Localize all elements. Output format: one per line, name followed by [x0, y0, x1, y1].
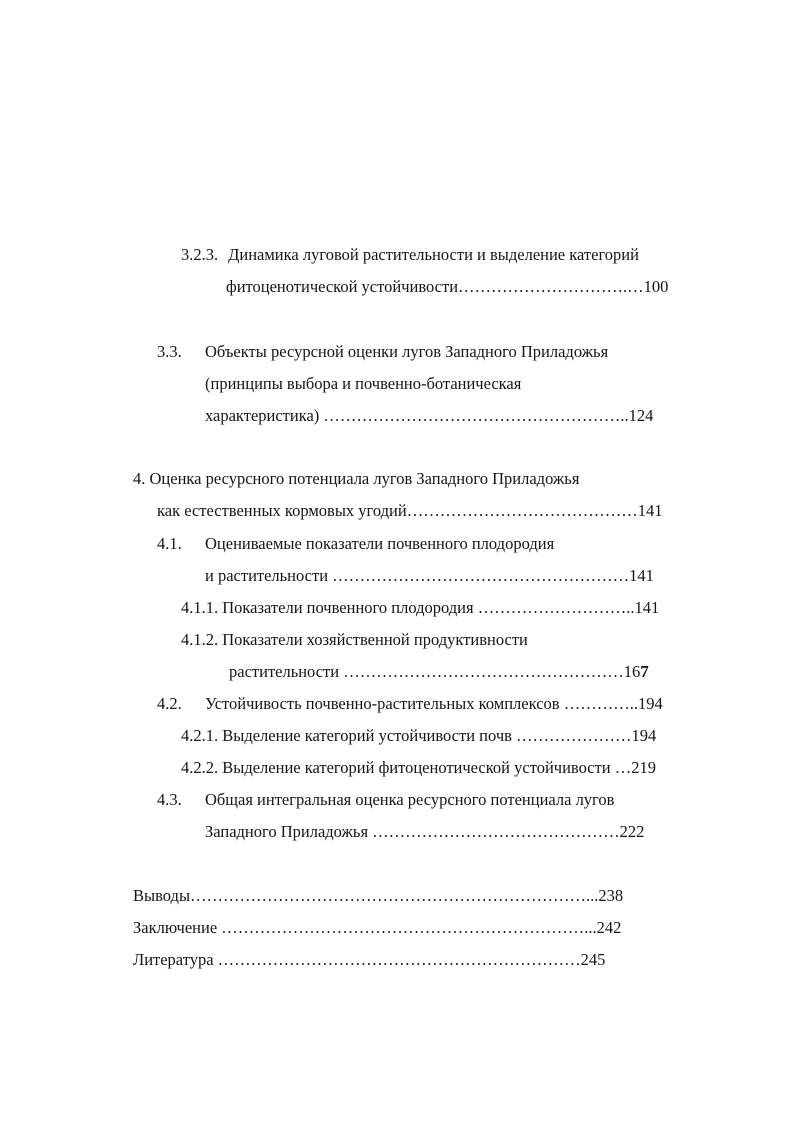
toc-leader-dots: …………………………………………………………...: [221, 918, 597, 937]
toc-title: Литература: [133, 950, 214, 969]
toc-leader-dots: …: [614, 758, 632, 777]
toc-number: 4.2.2.: [181, 758, 219, 777]
toc-entry-4-1-2-line2: [229, 661, 649, 683]
toc-leader-dots: ……………………………………: [406, 501, 638, 520]
toc-number: 3.2.3.: [181, 245, 219, 264]
toc-page-number: 124: [628, 406, 654, 425]
toc-entry-4-line2: [157, 500, 662, 522]
toc-page-number: 219: [631, 758, 656, 777]
toc-number: 4.2.1.: [181, 726, 219, 745]
toc-entry-4-line1: [133, 468, 579, 490]
toc-page-number: 141: [637, 501, 663, 520]
toc-entry-3-3-line1: [157, 341, 608, 363]
toc-title: 4. Оценка ресурсного потенциала лугов Западного Приладожья: [133, 469, 580, 488]
toc-leader-dots: ………………………………………: [372, 822, 620, 841]
toc-page-number: 100: [643, 277, 669, 296]
toc-page-number: 141: [634, 598, 660, 617]
toc-entry-4-1-line1: [157, 533, 554, 555]
toc-title: характеристика): [205, 406, 320, 425]
toc-number: 4.3.: [157, 790, 182, 809]
toc-title: Выделение категорий фитоценотической устойчивости: [222, 758, 611, 777]
toc-title: Показатели хозяйственной продуктивности: [222, 630, 528, 649]
toc-title: Заключение: [133, 918, 218, 937]
toc-title: Западного Приладожья: [205, 822, 369, 841]
toc-entry-4-2: [157, 693, 663, 715]
toc-number: 4.1.1.: [181, 598, 219, 617]
toc-page-number-suffix: 7: [640, 662, 649, 681]
toc-page-number: 16: [623, 662, 641, 681]
toc-entry-conclusions: [133, 885, 623, 907]
toc-page-number: 194: [631, 726, 657, 745]
toc-title: Объекты ресурсной оценки лугов Западного Приладожья: [205, 342, 609, 361]
toc-entry-literature: [133, 949, 605, 971]
toc-leader-dots: ………………………………………………: [332, 566, 630, 585]
toc-title: Выводы: [133, 886, 191, 905]
toc-number: 4.1.2.: [181, 630, 219, 649]
toc-title: как естественных кормовых угодий: [157, 501, 407, 520]
toc-title: и растительности: [205, 566, 329, 585]
toc-title: Показатели почвенного плодородия: [222, 598, 474, 617]
toc-leader-dots: ………………………..: [477, 598, 635, 617]
toc-entry-4-2-2: [181, 757, 656, 779]
toc-entry-3-2-3-line1: [181, 244, 639, 266]
toc-leader-dots: …………..: [563, 694, 638, 713]
toc-title: (принципы выбора и почвенно-ботаническая: [205, 374, 522, 393]
toc-page-number: 194: [637, 694, 663, 713]
toc-entry-4-2-1: [181, 725, 656, 747]
toc-entry-4-1-2-line1: [181, 629, 528, 651]
toc-number: 4.2.: [157, 694, 182, 713]
toc-title: Устойчивость почвенно-растительных комплексов: [205, 694, 560, 713]
toc-title: Оцениваемые показатели почвенного плодородия: [205, 534, 555, 553]
toc-title: Выделение категорий устойчивости почв: [222, 726, 512, 745]
toc-page-number: 238: [598, 886, 624, 905]
toc-entry-3-3-line2: [205, 373, 521, 395]
toc-page-number: 141: [629, 566, 654, 585]
toc-entry-3-2-3-line2: [226, 276, 668, 298]
toc-title: Динамика луговой растительности и выделение категорий: [228, 245, 639, 264]
toc-title: фитоценотической устойчивости: [226, 277, 459, 296]
toc-title: растительности: [229, 662, 340, 681]
toc-leader-dots: …………………………………………………………: [217, 950, 581, 969]
toc-entry-4-1-line2: [205, 565, 654, 587]
toc-entry-4-3-line1: [157, 789, 614, 811]
toc-leader-dots: ………………………….…: [458, 277, 644, 296]
toc-entry-3-3-line3: [205, 405, 653, 427]
toc-entry-4-3-line2: [205, 821, 644, 843]
toc-number: 3.3.: [157, 342, 182, 361]
toc-title: Общая интегральная оценка ресурсного потенциала лугов: [205, 790, 615, 809]
toc-page-number: 222: [619, 822, 645, 841]
toc-number: 4.1.: [157, 534, 182, 553]
toc-page-number: 242: [596, 918, 622, 937]
toc-leader-dots: ………………………………………………..: [323, 406, 629, 425]
toc-entry-4-1-1: [181, 597, 659, 619]
toc-leader-dots: ……………………………………………: [343, 662, 624, 681]
toc-leader-dots: …………………: [516, 726, 632, 745]
toc-leader-dots: ………………………………………………………………...: [190, 886, 599, 905]
toc-entry-summary: [133, 917, 621, 939]
toc-page-number: 245: [580, 950, 606, 969]
